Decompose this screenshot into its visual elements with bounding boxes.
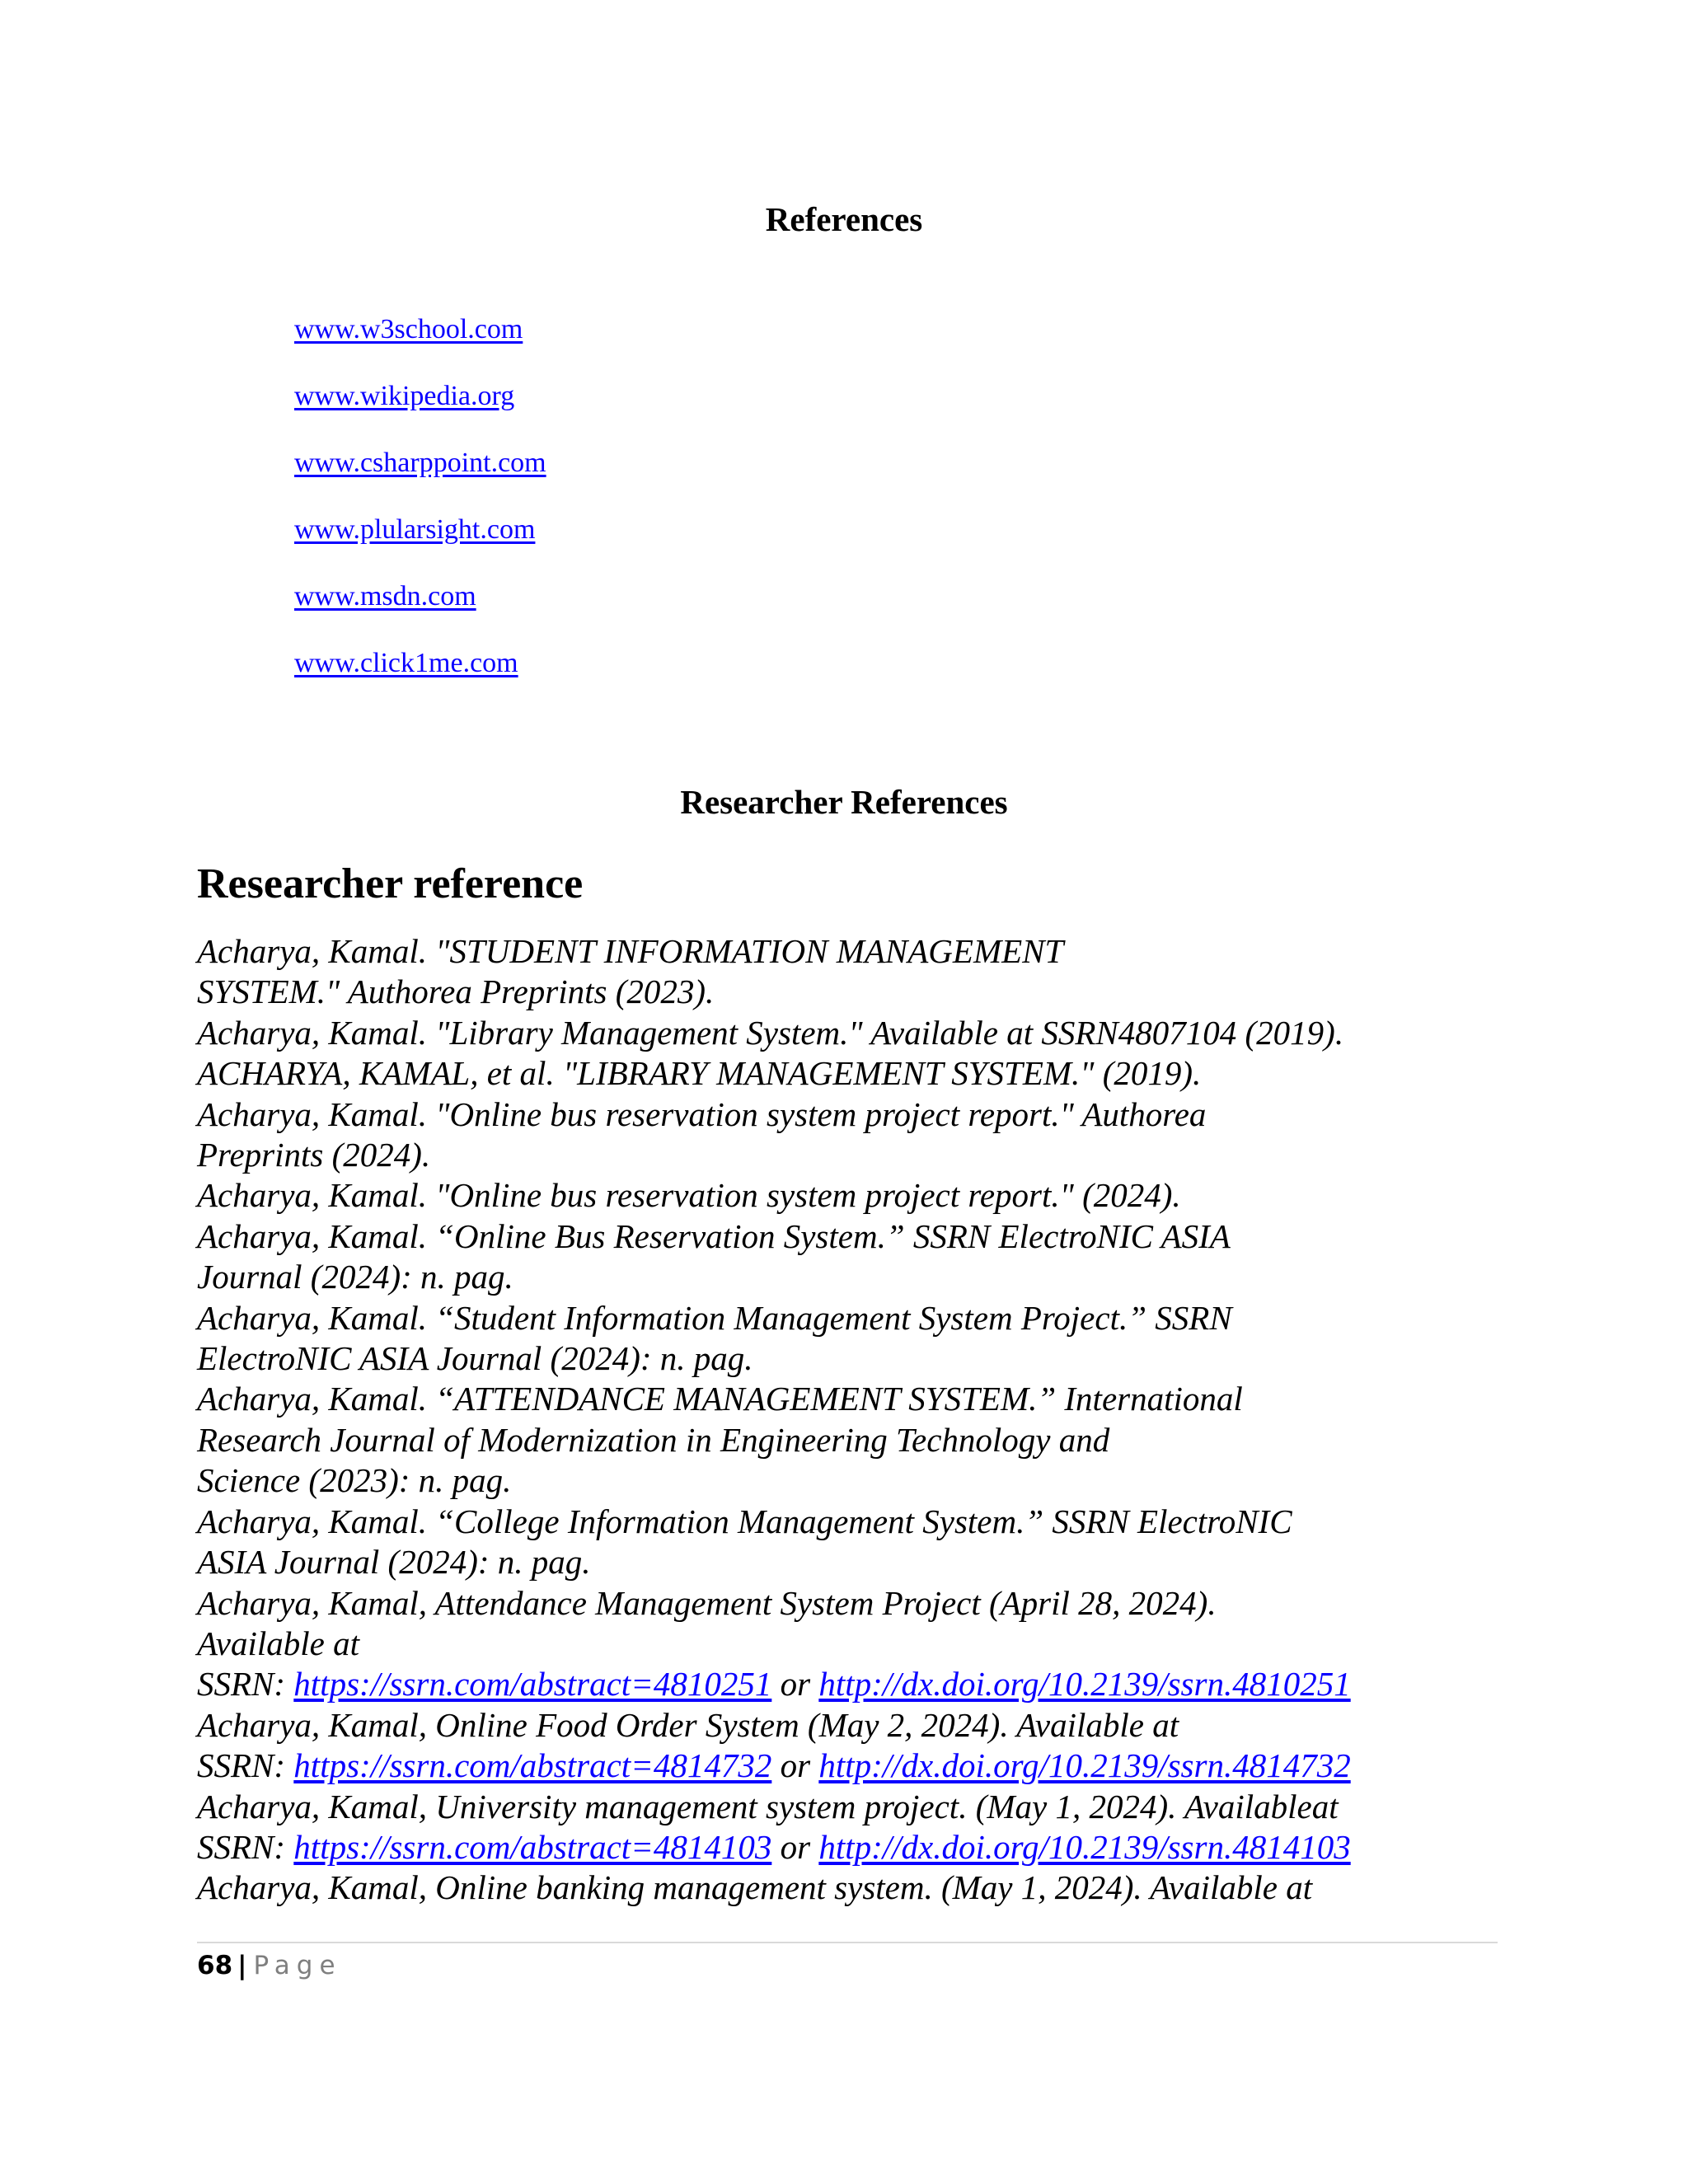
reference-line: Preprints (2024).	[197, 1136, 431, 1174]
link-msdn[interactable]: www.msdn.com	[294, 581, 476, 612]
reference-line: Science (2023): n. pag.	[197, 1461, 512, 1500]
reference-ssrn-line	[197, 1827, 1483, 1868]
researcher-references-heading: Researcher References	[680, 783, 1008, 821]
reference-line: Acharya, Kamal. "Online bus reservation system project report." (2024).	[197, 1176, 1181, 1215]
doi-link[interactable]: http://dx.doi.org/10.2139/ssrn.4814732	[818, 1746, 1351, 1785]
researcher-reference-subheading: Researcher reference	[197, 860, 584, 907]
page-label: Page	[253, 1951, 342, 1980]
references-heading: References	[765, 200, 923, 238]
reference-line: Acharya, Kamal. “Online Bus Reservation System.” SSRN ElectroNIC ASIA	[197, 1216, 1231, 1255]
reference-line: Acharya, Kamal, Attendance Management System Project (April 28, 2024).	[197, 1583, 1217, 1622]
link-list-item	[294, 507, 546, 574]
ssrn-prefix: SSRN:	[197, 1827, 294, 1866]
or-text: or	[771, 1665, 819, 1704]
reference-line: ElectroNIC ASIA Journal (2024): n. pag.	[197, 1339, 753, 1378]
page-number: 68	[197, 1951, 233, 1980]
link-w3school[interactable]: www.w3school.com	[294, 314, 523, 344]
reference-line: Acharya, Kamal. “Student Information Management System Project.” SSRN	[197, 1298, 1232, 1337]
website-link-list	[294, 307, 546, 707]
link-list-item	[294, 440, 546, 507]
link-list-item	[294, 307, 546, 373]
reference-line: Research Journal of Modernization in Engineering Technology and	[197, 1420, 1110, 1459]
or-text: or	[771, 1827, 819, 1866]
ssrn-prefix: SSRN:	[197, 1665, 294, 1704]
link-click1me[interactable]: www.click1me.com	[294, 648, 518, 678]
reference-ssrn-line	[197, 1746, 1483, 1786]
link-plularsight[interactable]: www.plularsight.com	[294, 514, 536, 545]
reference-list	[197, 931, 1483, 1909]
footer-divider	[197, 1942, 1498, 1943]
reference-line: ASIA Journal (2024): n. pag.	[197, 1543, 591, 1582]
link-list-item	[294, 373, 546, 440]
or-text: or	[771, 1746, 819, 1785]
doi-link[interactable]: http://dx.doi.org/10.2139/ssrn.4810251	[818, 1665, 1351, 1704]
page-footer	[197, 1947, 342, 1984]
reference-ssrn-line	[197, 1664, 1483, 1704]
reference-line: SYSTEM." Authorea Preprints (2023).	[197, 972, 715, 1011]
reference-line: Acharya, Kamal. "Online bus reservation system project report." Authorea	[197, 1094, 1207, 1133]
reference-line: Acharya, Kamal. “ATTENDANCE MANAGEMENT SYSTEM.” International	[197, 1380, 1243, 1418]
reference-line: Acharya, Kamal, University management system project. (May 1, 2024). Availableat	[197, 1787, 1339, 1825]
link-csharppoint[interactable]: www.csharppoint.com	[294, 448, 546, 478]
link-list-item	[294, 574, 546, 640]
reference-line: Journal (2024): n. pag.	[197, 1258, 513, 1296]
link-list-item	[294, 640, 546, 707]
reference-line: Acharya, Kamal, Online banking management system. (May 1, 2024). Available at	[197, 1868, 1313, 1907]
reference-line: Available at	[197, 1624, 359, 1662]
reference-line: Acharya, Kamal. “College Information Management System.” SSRN ElectroNIC	[197, 1502, 1292, 1540]
ssrn-abstract-link[interactable]: https://ssrn.com/abstract=4814103	[293, 1827, 772, 1866]
reference-line: Acharya, Kamal. "Library Management System." Available at SSRN4807104 (2019).	[197, 1013, 1344, 1052]
reference-line: ACHARYA, KAMAL, et al. "LIBRARY MANAGEMENT SYSTEM." (2019).	[197, 1054, 1202, 1093]
ssrn-abstract-link[interactable]: https://ssrn.com/abstract=4814732	[293, 1746, 772, 1785]
ssrn-prefix: SSRN:	[197, 1746, 294, 1785]
footer-separator: |	[237, 1951, 247, 1980]
ssrn-abstract-link[interactable]: https://ssrn.com/abstract=4810251	[293, 1665, 772, 1704]
reference-line: Acharya, Kamal, Online Food Order System (May 2, 2024). Available at	[197, 1705, 1179, 1744]
link-wikipedia[interactable]: www.wikipedia.org	[294, 381, 515, 411]
doi-link[interactable]: http://dx.doi.org/10.2139/ssrn.4814103	[818, 1827, 1351, 1866]
reference-line: Acharya, Kamal. "STUDENT INFORMATION MANAGEMENT	[197, 932, 1064, 970]
